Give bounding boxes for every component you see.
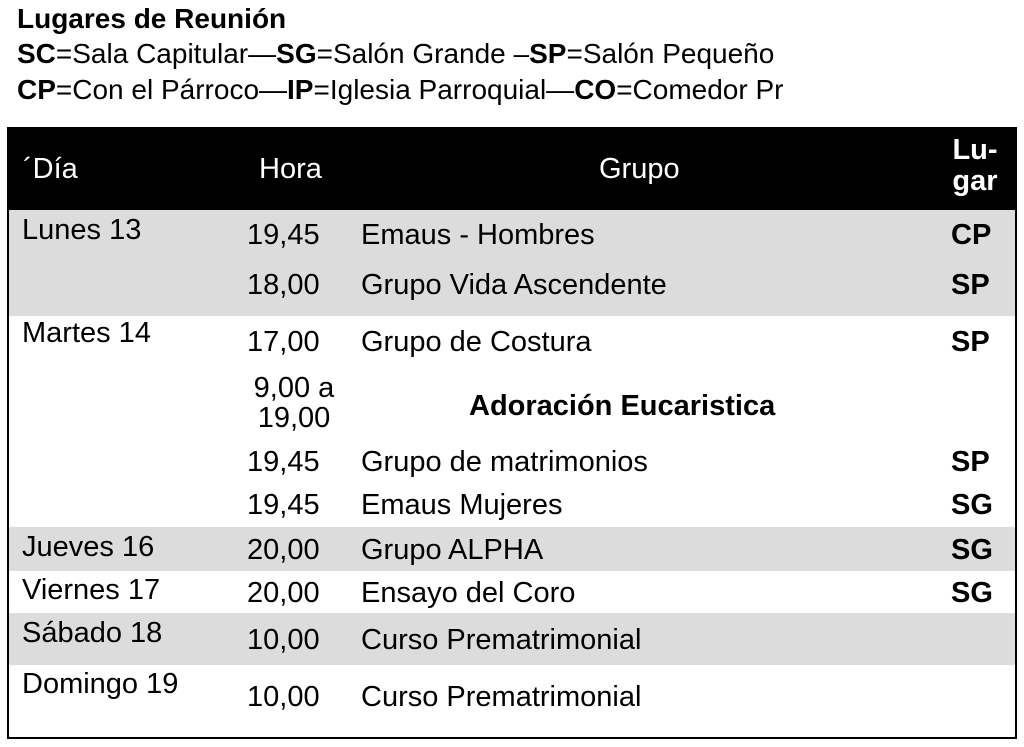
header-lugar-line-1: Lu- bbox=[952, 134, 998, 166]
group-cell: Grupo ALPHA bbox=[361, 534, 544, 566]
header-lugar-line-2: gar bbox=[952, 165, 998, 197]
header-hora: Hora bbox=[259, 153, 322, 185]
day-label: Martes 14 bbox=[22, 317, 151, 349]
group-cell: Emaus Mujeres bbox=[361, 489, 563, 521]
group-cell: Ensayo del Coro bbox=[361, 577, 576, 609]
legend-title: Lugares de Reunión bbox=[17, 3, 287, 34]
legend bbox=[17, 2, 783, 108]
time-range-cell bbox=[247, 373, 341, 433]
legend-code: CO bbox=[574, 74, 617, 105]
time-cell: 18,00 bbox=[247, 269, 320, 301]
place-cell: CP bbox=[951, 219, 992, 251]
group-cell: Grupo de matrimonios bbox=[361, 446, 648, 478]
time-cell: 17,00 bbox=[247, 326, 320, 358]
time-cell: 20,00 bbox=[247, 577, 320, 609]
time-cell: 19,45 bbox=[247, 489, 320, 521]
legend-code: IP bbox=[287, 74, 314, 105]
legend-desc: =Salón Pequeño bbox=[566, 38, 775, 69]
group-cell: Emaus - Hombres bbox=[361, 219, 595, 251]
group-cell: Curso Prematrimonial bbox=[361, 624, 642, 656]
legend-desc: =Salón Grande – bbox=[316, 38, 530, 69]
legend-line-1 bbox=[17, 36, 783, 72]
legend-code: SG bbox=[276, 38, 317, 69]
day-label: Lunes 13 bbox=[22, 214, 142, 246]
schedule-table bbox=[7, 127, 1017, 739]
legend-desc: =Sala Capitular— bbox=[55, 38, 277, 69]
table-header bbox=[9, 129, 1015, 210]
group-cell: Grupo de Costura bbox=[361, 326, 592, 358]
day-label: Viernes 17 bbox=[22, 574, 161, 606]
time-range-start: 9,00 a bbox=[253, 372, 335, 404]
group-cell-highlight: Adoración Eucaristica bbox=[469, 390, 776, 422]
legend-desc: =Con el Párroco— bbox=[55, 74, 288, 105]
place-cell: SP bbox=[951, 326, 990, 358]
time-cell: 10,00 bbox=[247, 681, 320, 713]
place-cell: SG bbox=[951, 534, 993, 566]
time-cell: 10,00 bbox=[247, 624, 320, 656]
group-cell: Curso Prematrimonial bbox=[361, 681, 642, 713]
time-cell: 19,45 bbox=[247, 219, 320, 251]
legend-desc: =Comedor Pr bbox=[616, 74, 784, 105]
place-cell: SP bbox=[951, 269, 990, 301]
legend-line-2 bbox=[17, 72, 783, 108]
legend-code: SP bbox=[529, 38, 567, 69]
place-cell: SG bbox=[951, 577, 993, 609]
day-label: Domingo 19 bbox=[22, 668, 179, 700]
header-grupo: Grupo bbox=[599, 153, 680, 185]
header-dia: ´Día bbox=[23, 153, 78, 185]
day-label: Jueves 16 bbox=[22, 531, 155, 563]
time-cell: 20,00 bbox=[247, 534, 320, 566]
legend-code: SC bbox=[17, 38, 56, 69]
header-lugar bbox=[947, 135, 1003, 197]
time-range-end: 19,00 bbox=[257, 402, 331, 434]
legend-desc: =Iglesia Parroquial— bbox=[313, 74, 575, 105]
group-cell: Grupo Vida Ascendente bbox=[361, 269, 667, 301]
day-label: Sábado 18 bbox=[22, 617, 163, 649]
time-cell: 19,45 bbox=[247, 446, 320, 478]
place-cell: SP bbox=[951, 446, 990, 478]
place-cell: SG bbox=[951, 489, 993, 521]
legend-code: CP bbox=[17, 74, 56, 105]
